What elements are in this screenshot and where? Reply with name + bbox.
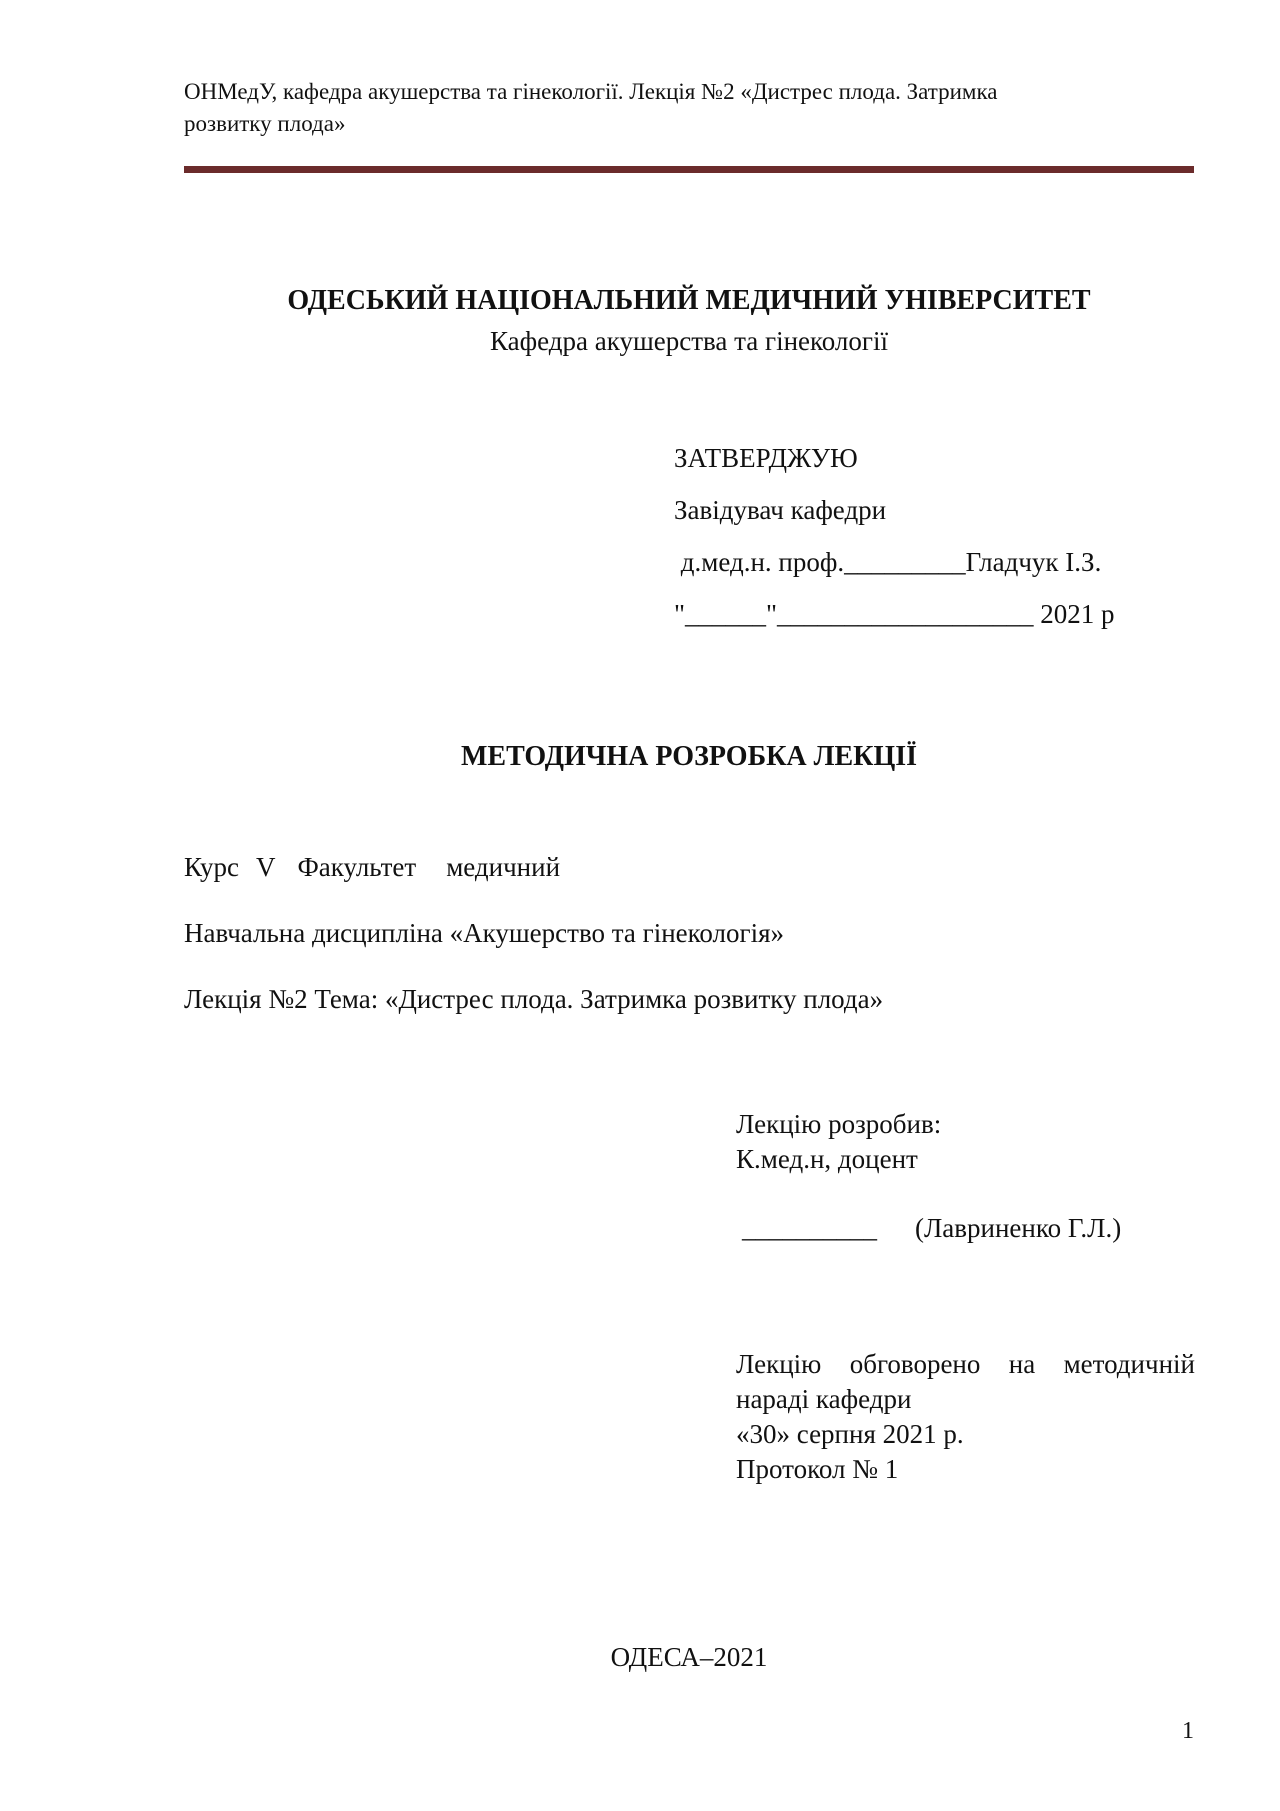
discussion-word-3: на — [1008, 1349, 1036, 1379]
discussion-protocol: Протокол № 1 — [736, 1454, 899, 1484]
author-signature-line — [736, 1211, 1121, 1245]
running-header-line-1: ОНМедУ, кафедра акушерства та гінекології. Лекція №2 «Дистрес плода. Затримка — [184, 79, 998, 104]
course-label: Курс — [184, 852, 239, 882]
discussion-word-4: методичній — [1063, 1349, 1195, 1379]
discussion-line-1 — [736, 1347, 1195, 1382]
course-faculty-line — [184, 848, 560, 886]
discussion-date: «30» серпня 2021 р. — [736, 1419, 964, 1449]
header-rule — [184, 166, 1194, 173]
discussion-note — [736, 1347, 1195, 1487]
city-year: ОДЕСА–2021 — [610, 1642, 768, 1672]
lecture-topic-line: Лекція №2 Тема: «Дистрес плода. Затримка розвитку плода» — [184, 984, 884, 1014]
discipline-line: Навчальна дисципліна «Акушерство та гінекологія» — [184, 918, 784, 948]
department-name: Кафедра акушерства та гінекології — [490, 326, 888, 356]
faculty-value: медичний — [446, 852, 561, 882]
author-name: (Лавриненко Г.Л.) — [915, 1213, 1122, 1243]
running-header-line-2: розвитку плода» — [184, 111, 346, 136]
document-title: МЕТОДИЧНА РОЗРОБКА ЛЕКЦІЇ — [460, 741, 918, 772]
approval-date: "______"___________________ 2021 р — [674, 599, 1115, 629]
course-value: V — [255, 852, 276, 882]
discussion-word-2: обговорено — [849, 1349, 981, 1379]
author-label: Лекцію розробив: — [736, 1109, 942, 1139]
discussion-word-1: Лекцію — [736, 1349, 822, 1379]
faculty-label: Факультет — [297, 852, 417, 882]
page-number: 1 — [1182, 1718, 1194, 1744]
discussion-line-2: нараді кафедри — [736, 1384, 912, 1414]
approval-position: Завідувач кафедри — [674, 495, 887, 525]
running-header — [184, 76, 1124, 140]
university-name: ОДЕСЬКИЙ НАЦІОНАЛЬНИЙ МЕДИЧНИЙ УНІВЕРСИТЕТ — [287, 285, 1091, 316]
approval-signatory: д.мед.н. проф._________Гладчук І.З. — [674, 547, 1102, 577]
approval-title: ЗАТВЕРДЖУЮ — [674, 443, 858, 473]
author-degree: К.мед.н, доцент — [736, 1144, 918, 1174]
signature-blank: __________ — [742, 1213, 877, 1243]
